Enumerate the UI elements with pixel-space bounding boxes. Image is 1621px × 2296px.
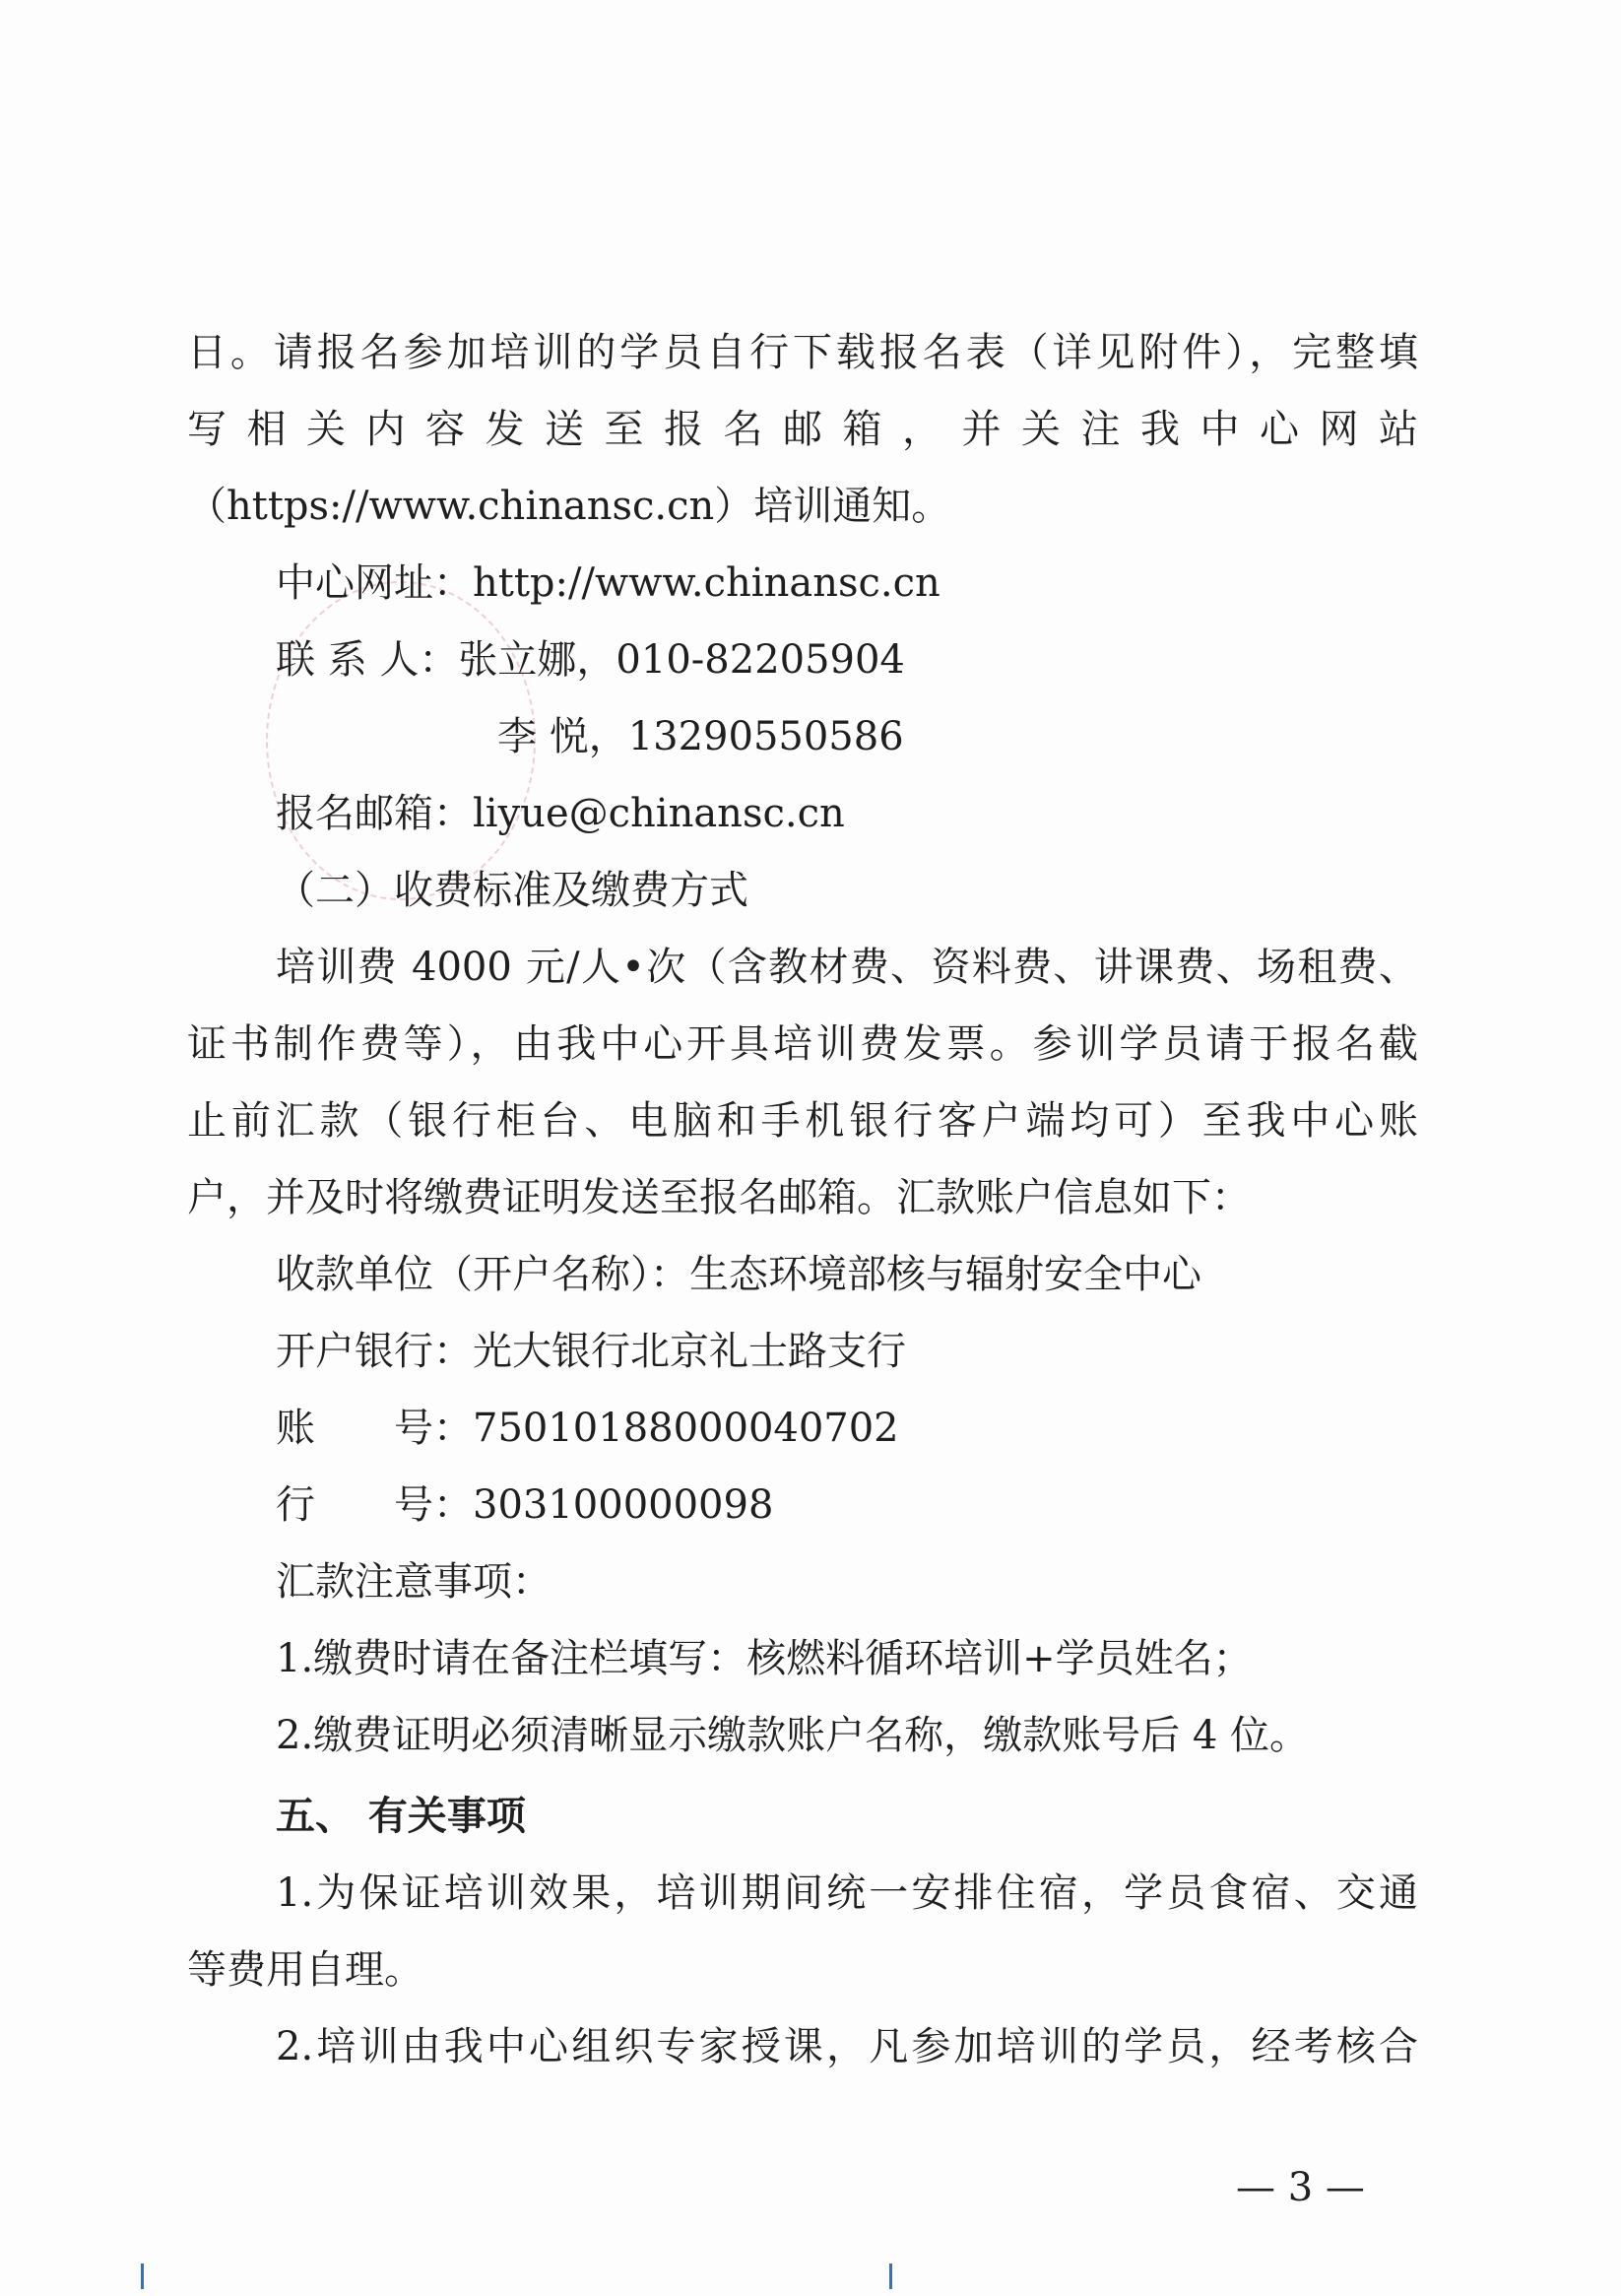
bank-number-line: 行 号：303100000098 (276, 1482, 774, 1528)
bank-line: 开户银行：光大银行北京礼士路支行 (276, 1329, 906, 1374)
section-heading-matters: 五、 有关事项 (276, 1793, 526, 1839)
paragraph-line-2: 写相关内容发送至报名邮箱，并关注我中心网站 (187, 407, 1418, 452)
email-line: 报名邮箱：liyue@chinansc.cn (276, 791, 845, 836)
remittance-note-1: 1.缴费时请在备注栏填写：核燃料循环培训+学员姓名； (276, 1636, 1253, 1681)
paragraph-line-1: 日。请报名参加培训的学员自行下载报名表（详见附件），完整填 (187, 330, 1418, 375)
scan-edge-mark-left (141, 2263, 144, 2289)
account-number-line: 账 号：75010188000040702 (276, 1406, 899, 1451)
remittance-note-2: 2.缴费证明必须清晰显示缴款账户名称，缴款账号后 4 位。 (276, 1713, 1310, 1758)
fee-line-3: 止前汇款（银行柜台、电脑和手机银行客户端均可）至我中心账 (187, 1098, 1418, 1144)
matters-line-3: 2.培训由我中心组织专家授课，凡参加培训的学员，经考核合 (276, 2024, 1418, 2069)
page-number: — 3 — (1236, 2165, 1365, 2210)
account-name-line: 收款单位（开户名称）：生态环境部核与辐射安全中心 (276, 1252, 1201, 1297)
matters-line-1: 1.为保证培训效果，培训期间统一安排住宿，学员食宿、交通 (276, 1870, 1418, 1916)
section-heading-fees: （二）收费标准及缴费方式 (276, 868, 748, 913)
scan-edge-mark-center (889, 2263, 892, 2289)
website-line: 中心网址：http://www.chinansc.cn (276, 560, 940, 606)
fee-line-4: 户，并及时将缴费证明发送至报名邮箱。汇款账户信息如下： (187, 1175, 1251, 1220)
contact-line-2: 李 悦，13290550586 (497, 714, 904, 759)
faint-seal-stamp (266, 581, 536, 900)
fee-line-1: 培训费 4000 元/人•次（含教材费、资料费、讲课费、场租费、 (276, 945, 1418, 990)
remittance-notes-heading: 汇款注意事项： (276, 1559, 551, 1605)
matters-line-2: 等费用自理。 (187, 1947, 423, 1993)
fee-line-2: 证书制作费等），由我中心开具培训费发票。参训学员请于报名截 (187, 1021, 1418, 1067)
contact-line-1: 联 系 人：张立娜，010-82205904 (276, 637, 905, 683)
paragraph-line-3: （https://www.chinansc.cn）培训通知。 (187, 484, 951, 529)
